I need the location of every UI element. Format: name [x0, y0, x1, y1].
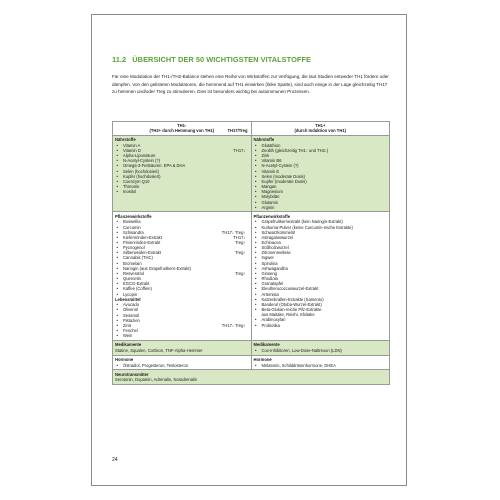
list-item-text: Granatapfel [261, 281, 284, 287]
header-left-subtitle: (TH2+ durch Hemmung von TH1) [149, 128, 215, 134]
category-label: Nährstoffe [253, 137, 275, 143]
list-item-text: Inositol [123, 189, 137, 195]
list-item-text: Melatonin, Schilddrüsenhormone, DHEA [261, 362, 336, 368]
list-item-text: Coenzym Q10 [123, 178, 150, 184]
item-list [254, 363, 388, 368]
category-label: Nährstoffe [115, 137, 136, 143]
list-item [254, 323, 388, 328]
cell-hormone-left [113, 355, 252, 370]
list-item-text: Wein [123, 333, 133, 339]
list-item-text: Pycnogenol [123, 245, 145, 251]
list-item-text: Vitamin A [123, 142, 141, 148]
category-label: Medikamente [115, 342, 142, 348]
immune-effect-badge: Treg↑ [235, 240, 246, 246]
list-item-text: Ashwagandha [261, 265, 288, 271]
header-left-tag: TH17/Treg [227, 128, 248, 134]
list-item [254, 363, 388, 368]
section-heading [112, 55, 311, 64]
cell-pflanzen-left [113, 212, 252, 341]
cell-naehrstoffe-right [251, 135, 390, 212]
list-item-text: Eleutherococcuswurzel-Extrakt [261, 286, 319, 292]
immune-effect-badge: TH17↓ [233, 147, 246, 153]
list-item [115, 189, 249, 194]
category-label: Hormone [115, 357, 134, 363]
list-item-text: Pinienrinden-Extrakt [123, 240, 161, 246]
list-item-text: Artemisia [261, 291, 279, 297]
list-item-text: Threonin [123, 184, 140, 190]
list-item [115, 333, 249, 338]
list-item-text: Katzenkrallen-Extrakte (Samento) [261, 296, 324, 302]
list-item [115, 292, 249, 297]
list-item-text: EGCG-Extrakt [123, 281, 150, 287]
list-item-text: Selen (hochdosiert) [123, 168, 159, 174]
list-item-text: Magnesium [261, 189, 283, 195]
list-item-text: Quercetin [123, 276, 141, 282]
section-title: ÜBERSICHT DER 50 WICHTIGSTEN VITALSTOFFE [132, 55, 311, 64]
list-item-text: Curcumin [123, 224, 141, 230]
list-item [254, 348, 388, 353]
item-list [115, 363, 249, 368]
list-item-text: Schisandra [123, 229, 144, 235]
list-item-text: Lycopin [123, 291, 138, 297]
list-item-text: Süßholzwurzel [261, 245, 289, 251]
list-item-text: Boswellia [123, 219, 141, 225]
list-item-text: Kiefernrinden-Extrakt [123, 234, 162, 240]
header-right-title: TH1+ [315, 123, 326, 129]
list-item-text: Spirulina [261, 260, 278, 266]
list-item-text: Grapefruitkernextrakt (kein Naringin-Extrakt) [261, 219, 343, 225]
list-item-text: Cox-Inhibitoren, Low-Dose-Naltrexon (LDN) [261, 347, 342, 353]
table-header-row [113, 122, 390, 136]
list-item-text: Naringin (aus Grapefruitkern-Extrakt) [123, 265, 191, 271]
item-list [115, 219, 249, 296]
list-item-text: Zink [261, 153, 270, 159]
category-label: Hormone [253, 357, 272, 363]
list-item-text: N-Acetyl-Cystein (?) [123, 158, 161, 164]
section-number: 11.2 [112, 55, 127, 64]
cell-neurotransmitter [113, 370, 390, 385]
list-item-text: Cannabis (THC) [123, 255, 153, 261]
item-list [254, 348, 388, 353]
vitalstoffe-table [112, 121, 390, 385]
list-item-text: Sesamöl [123, 312, 140, 318]
list-item-text: Arginin [261, 204, 275, 210]
list-item-text: Bromelain [123, 260, 142, 266]
header-left [113, 122, 252, 136]
list-item-text: Zeolith (gleichzeitig TH1↑ und TH2↓) [261, 147, 329, 153]
list-item-text: Probiotika [261, 322, 280, 328]
list-item-text: Arabinoxylan [261, 317, 286, 323]
row-hormone [113, 355, 390, 370]
list-item-text: Östradiol, Progesteron, Testosteron [123, 362, 189, 368]
immune-effect-badge: TH17↓ [233, 234, 246, 240]
item-list [115, 143, 249, 195]
list-item-text: Mangan [261, 184, 277, 190]
list-item-text: Glutamin [261, 199, 279, 205]
list-item-text: Vitamin B6 [261, 158, 282, 164]
list-item-text: Schwarzkümmelöl [261, 229, 296, 235]
list-item-text: aus Maitake, Reishi, Shiitake [261, 312, 315, 318]
list-item-text: Beta-Glukan-reiche Pilz-Extrakte [261, 307, 322, 313]
cell-pflanzen-right [251, 212, 390, 341]
list-item-text: Selen (moderate Dosis) [261, 173, 305, 179]
list-item-text: Pistazien [123, 317, 140, 323]
page-number: 24 [112, 457, 118, 463]
list-item-text: Kupfer (moderate Dosis) [261, 178, 307, 184]
immune-effect-badge: Treg↑ [235, 250, 246, 256]
category-label: Pflanzenwirkstoffe [115, 213, 152, 219]
category-label: Medikamente [253, 342, 280, 348]
intro-paragraph: Für eine Modulation der TH1-/TH2-Balance stehen eine Reihe von Wirkstoffen zur Verfügung, die laut Studien entweder TH1 fördern oder dämpfen. Von den gelisteten Modulatoren, die hemmend auf TH1 einwirken (linke Spalte), sind auch einige in der Lage gleichzeitig TH17 zu hemmen und/oder Treg zu stimulieren. Dies ist besonders wichtig bei autoimmunen Prozessen. [112, 74, 389, 95]
list-item-text: Vitamin E [261, 168, 280, 174]
cell-medikamente-left [113, 340, 252, 355]
immune-effect-badge: Treg↑ [235, 270, 246, 276]
cell-hormone-right [251, 355, 390, 370]
immune-effect-badge: TH17↓ Treg↑ [221, 229, 246, 235]
cell-naehrstoffe-left [113, 135, 252, 212]
row-naehrstoffe [113, 135, 390, 212]
row-pflanzenwirkstoffe [113, 212, 390, 341]
list-item-text: Zitronenmelisse [261, 250, 291, 256]
list-item-text: Alpha-Liponsäure [123, 153, 156, 159]
item-list [254, 143, 388, 210]
list-item [115, 363, 249, 368]
list-item-text: Omega-3-Fettsäuren: EPA & DHA [123, 163, 186, 169]
row-medikamente [113, 340, 390, 355]
row-neurotransmitter [113, 370, 390, 385]
category-label: Neurotransmitter [115, 371, 149, 377]
immune-effect-badge: TH17↓ Treg↑ [221, 322, 246, 328]
list-item-text: Astragaluswurzel [261, 234, 294, 240]
list-item-text: Vitamin D [123, 147, 141, 153]
header-right [251, 122, 390, 136]
list-item-text: Kurkuma-Pulver (keine Curcumin-reiche Extrakte) [261, 224, 353, 230]
list-item-text: Fenchel [123, 328, 138, 334]
list-item-text: Rhodiola [261, 276, 278, 282]
neurotransmitter-text: Serotonin, Dopamin, Adrenalin, Noradrenalin [115, 377, 198, 383]
list-item-text: Ingwer [261, 255, 274, 261]
list-item-text: N-Acetyl-Cystein (?) [261, 163, 299, 169]
list-item-text: Kaffee (Coffein) [123, 286, 152, 292]
category-label: Lebensmittel [115, 296, 141, 302]
list-item-text: Ginseng [261, 270, 277, 276]
list-item-text: Zimt [123, 322, 132, 328]
list-item-text: Avocado [123, 302, 140, 308]
header-left-title: TH1- [177, 123, 187, 129]
list-item [254, 205, 388, 210]
item-list [115, 302, 249, 338]
list-item-text: Olivenöl [123, 307, 138, 313]
list-item-text: Glutathion [261, 142, 281, 148]
list-item-text: Silberweiden-Extrakt [123, 250, 161, 256]
header-right-subtitle: (durch Induktion von TH1) [294, 128, 347, 134]
list-item-text: Resveratrol [123, 270, 145, 276]
medikamente-left-text: Statine, Squalen, Cortison, TNF-Alpha-Hemmer [115, 347, 203, 353]
category-label: Pflanzenwirkstoffe [253, 213, 291, 219]
list-item-text: Kupfer (hochdosiert) [123, 173, 161, 179]
list-item-text: Banderol (Otoba-Wurzel-Extrakt) [261, 301, 322, 307]
list-item-text: Echinacea [261, 240, 281, 246]
cell-medikamente-right [251, 340, 390, 355]
list-item-text: Molybdän [261, 194, 280, 200]
item-list [254, 219, 388, 327]
